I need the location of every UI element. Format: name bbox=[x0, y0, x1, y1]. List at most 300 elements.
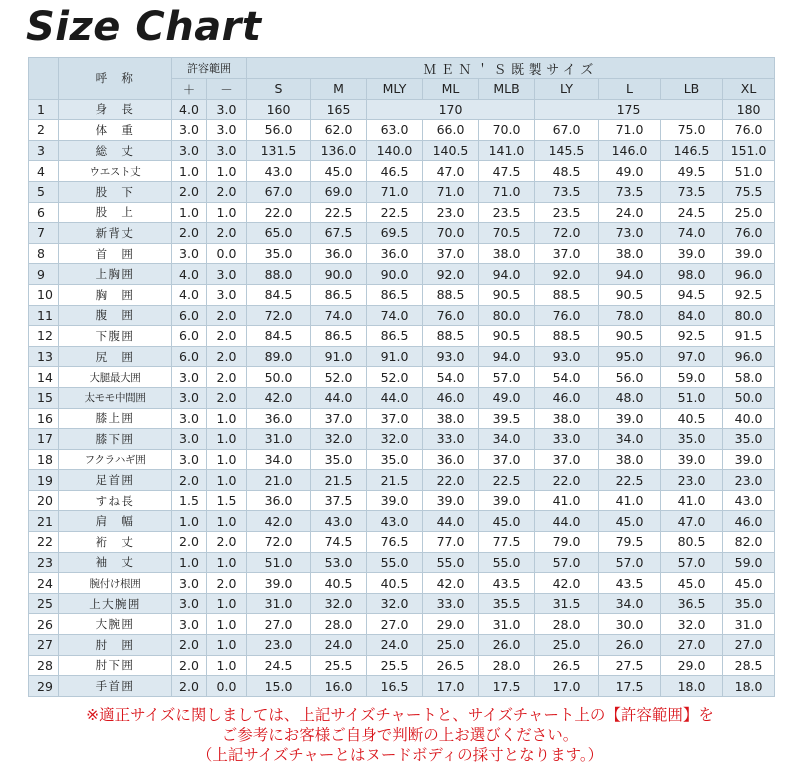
value-cell: 70.0 bbox=[423, 223, 479, 244]
value-cell: 90.5 bbox=[599, 284, 661, 305]
value-cell: 17.0 bbox=[423, 676, 479, 697]
value-cell: 45.0 bbox=[479, 511, 535, 532]
value-cell: 92.5 bbox=[661, 326, 723, 347]
value-cell: 40.5 bbox=[661, 408, 723, 429]
table-row bbox=[29, 223, 775, 244]
value-cell: 28.0 bbox=[311, 614, 367, 635]
value-cell: 78.0 bbox=[599, 305, 661, 326]
value-cell: 48.5 bbox=[535, 161, 599, 182]
row-item-label: 胸 囲 bbox=[59, 284, 172, 305]
header-size-mlb: MLB bbox=[479, 79, 535, 100]
value-cell: 46.5 bbox=[367, 161, 423, 182]
value-cell: 22.0 bbox=[423, 470, 479, 491]
value-cell: 70.0 bbox=[479, 120, 535, 141]
table-row bbox=[29, 490, 775, 511]
row-number: 1 bbox=[29, 99, 59, 120]
row-number: 25 bbox=[29, 593, 59, 614]
row-number: 21 bbox=[29, 511, 59, 532]
header-size-l: L bbox=[599, 79, 661, 100]
row-number: 12 bbox=[29, 326, 59, 347]
value-cell: 59.0 bbox=[723, 552, 775, 573]
header-size-m: M bbox=[311, 79, 367, 100]
row-allowance-plus: 3.0 bbox=[172, 593, 207, 614]
row-allowance-minus: 2.0 bbox=[207, 532, 247, 553]
value-cell: 35.0 bbox=[723, 429, 775, 450]
value-cell: 29.0 bbox=[423, 614, 479, 635]
table-row bbox=[29, 408, 775, 429]
value-cell: 76.0 bbox=[535, 305, 599, 326]
row-number: 3 bbox=[29, 140, 59, 161]
row-allowance-plus: 4.0 bbox=[172, 99, 207, 120]
row-allowance-minus: 3.0 bbox=[207, 140, 247, 161]
value-cell: 43.0 bbox=[247, 161, 311, 182]
value-cell: 31.0 bbox=[723, 614, 775, 635]
value-cell: 34.0 bbox=[479, 429, 535, 450]
value-cell: 79.5 bbox=[599, 532, 661, 553]
table-row bbox=[29, 614, 775, 635]
value-cell: 37.0 bbox=[535, 449, 599, 470]
value-cell: 77.0 bbox=[423, 532, 479, 553]
value-cell: 25.5 bbox=[367, 655, 423, 676]
value-cell: 32.0 bbox=[367, 429, 423, 450]
value-cell: 32.0 bbox=[661, 614, 723, 635]
value-cell: 96.0 bbox=[723, 264, 775, 285]
value-cell: 94.0 bbox=[479, 346, 535, 367]
value-cell: 62.0 bbox=[311, 120, 367, 141]
value-cell: 34.0 bbox=[599, 429, 661, 450]
value-cell: 35.0 bbox=[311, 449, 367, 470]
value-cell: 36.0 bbox=[367, 243, 423, 264]
value-cell: 59.0 bbox=[661, 367, 723, 388]
value-cell: 90.0 bbox=[311, 264, 367, 285]
value-cell: 44.0 bbox=[535, 511, 599, 532]
value-cell: 74.0 bbox=[311, 305, 367, 326]
value-cell: 40.5 bbox=[311, 573, 367, 594]
value-cell: 58.0 bbox=[723, 367, 775, 388]
value-cell: 80.0 bbox=[723, 305, 775, 326]
value-cell: 33.0 bbox=[535, 429, 599, 450]
row-allowance-minus: 1.0 bbox=[207, 655, 247, 676]
row-allowance-plus: 1.0 bbox=[172, 511, 207, 532]
row-allowance-plus: 4.0 bbox=[172, 284, 207, 305]
value-cell: 54.0 bbox=[535, 367, 599, 388]
row-item-label: 上胸囲 bbox=[59, 264, 172, 285]
row-item-label: 尻 囲 bbox=[59, 346, 172, 367]
value-cell: 91.0 bbox=[367, 346, 423, 367]
value-cell: 88.5 bbox=[535, 284, 599, 305]
value-cell: 82.0 bbox=[723, 532, 775, 553]
value-cell: 38.0 bbox=[599, 243, 661, 264]
row-allowance-minus: 3.0 bbox=[207, 284, 247, 305]
row-item-label: 大腕囲 bbox=[59, 614, 172, 635]
value-cell: 84.0 bbox=[661, 305, 723, 326]
value-cell: 24.0 bbox=[367, 635, 423, 656]
value-cell: 33.0 bbox=[423, 429, 479, 450]
value-cell: 93.0 bbox=[535, 346, 599, 367]
row-allowance-plus: 2.0 bbox=[172, 181, 207, 202]
header-mens-label: ＭＥＮ＇Ｓ既製サイズ bbox=[247, 58, 775, 79]
value-cell: 73.0 bbox=[599, 223, 661, 244]
row-allowance-minus: 1.0 bbox=[207, 511, 247, 532]
row-allowance-plus: 3.0 bbox=[172, 573, 207, 594]
value-cell: 33.0 bbox=[423, 593, 479, 614]
row-allowance-minus: 1.0 bbox=[207, 408, 247, 429]
row-number: 15 bbox=[29, 387, 59, 408]
note-line-3: （上記サイズチャーとはヌードボディの採寸となります。） bbox=[196, 746, 604, 764]
table-row bbox=[29, 326, 775, 347]
value-cell: 46.0 bbox=[723, 511, 775, 532]
value-cell: 44.0 bbox=[367, 387, 423, 408]
header-item-label: 呼 称 bbox=[59, 58, 172, 100]
value-cell: 24.5 bbox=[661, 202, 723, 223]
value-cell: 86.5 bbox=[311, 326, 367, 347]
value-cell: 36.0 bbox=[311, 243, 367, 264]
value-cell: 76.0 bbox=[723, 223, 775, 244]
value-cell: 69.5 bbox=[367, 223, 423, 244]
value-cell: 77.5 bbox=[479, 532, 535, 553]
value-cell: 23.5 bbox=[535, 202, 599, 223]
value-cell: 26.0 bbox=[479, 635, 535, 656]
row-item-label: 首 囲 bbox=[59, 243, 172, 264]
row-allowance-minus: 0.0 bbox=[207, 676, 247, 697]
value-cell: 94.5 bbox=[661, 284, 723, 305]
value-cell: 170 bbox=[367, 99, 535, 120]
table-row bbox=[29, 573, 775, 594]
row-number: 2 bbox=[29, 120, 59, 141]
value-cell: 38.0 bbox=[479, 243, 535, 264]
value-cell: 94.0 bbox=[479, 264, 535, 285]
value-cell: 32.0 bbox=[311, 593, 367, 614]
value-cell: 42.0 bbox=[247, 511, 311, 532]
value-cell: 35.0 bbox=[247, 243, 311, 264]
value-cell: 151.0 bbox=[723, 140, 775, 161]
value-cell: 52.0 bbox=[311, 367, 367, 388]
value-cell: 42.0 bbox=[247, 387, 311, 408]
value-cell: 37.0 bbox=[535, 243, 599, 264]
header-size-ml: ML bbox=[423, 79, 479, 100]
value-cell: 72.0 bbox=[247, 305, 311, 326]
row-item-label: 股 上 bbox=[59, 202, 172, 223]
table-row bbox=[29, 676, 775, 697]
value-cell: 41.0 bbox=[535, 490, 599, 511]
table-row bbox=[29, 264, 775, 285]
value-cell: 16.5 bbox=[367, 676, 423, 697]
row-item-label: 下腹囲 bbox=[59, 326, 172, 347]
row-number: 26 bbox=[29, 614, 59, 635]
value-cell: 72.0 bbox=[535, 223, 599, 244]
row-allowance-minus: 1.0 bbox=[207, 161, 247, 182]
row-allowance-minus: 2.0 bbox=[207, 387, 247, 408]
row-item-label: 腹 囲 bbox=[59, 305, 172, 326]
row-number: 27 bbox=[29, 635, 59, 656]
value-cell: 23.0 bbox=[661, 470, 723, 491]
value-cell: 145.5 bbox=[535, 140, 599, 161]
value-cell: 76.0 bbox=[723, 120, 775, 141]
row-item-label: 体 重 bbox=[59, 120, 172, 141]
value-cell: 51.0 bbox=[661, 387, 723, 408]
row-item-label: フクラハギ囲 bbox=[59, 449, 172, 470]
value-cell: 29.0 bbox=[661, 655, 723, 676]
value-cell: 31.0 bbox=[479, 614, 535, 635]
table-row bbox=[29, 140, 775, 161]
row-allowance-minus: 1.0 bbox=[207, 593, 247, 614]
row-allowance-minus: 2.0 bbox=[207, 305, 247, 326]
value-cell: 90.5 bbox=[479, 284, 535, 305]
value-cell: 50.0 bbox=[247, 367, 311, 388]
value-cell: 45.0 bbox=[311, 161, 367, 182]
value-cell: 28.0 bbox=[535, 614, 599, 635]
row-number: 22 bbox=[29, 532, 59, 553]
value-cell: 70.5 bbox=[479, 223, 535, 244]
value-cell: 175 bbox=[535, 99, 723, 120]
value-cell: 74.0 bbox=[367, 305, 423, 326]
value-cell: 39.0 bbox=[479, 490, 535, 511]
row-allowance-minus: 2.0 bbox=[207, 573, 247, 594]
value-cell: 37.5 bbox=[311, 490, 367, 511]
row-allowance-plus: 2.0 bbox=[172, 655, 207, 676]
value-cell: 45.0 bbox=[661, 573, 723, 594]
value-cell: 88.5 bbox=[423, 326, 479, 347]
value-cell: 69.0 bbox=[311, 181, 367, 202]
row-number: 19 bbox=[29, 470, 59, 491]
value-cell: 67.0 bbox=[535, 120, 599, 141]
value-cell: 90.0 bbox=[367, 264, 423, 285]
row-number: 8 bbox=[29, 243, 59, 264]
value-cell: 36.0 bbox=[423, 449, 479, 470]
table-row bbox=[29, 552, 775, 573]
row-allowance-minus: 2.0 bbox=[207, 223, 247, 244]
row-item-label: 腕付け根囲 bbox=[59, 573, 172, 594]
value-cell: 90.5 bbox=[479, 326, 535, 347]
value-cell: 84.5 bbox=[247, 284, 311, 305]
value-cell: 72.0 bbox=[247, 532, 311, 553]
value-cell: 51.0 bbox=[723, 161, 775, 182]
table-row bbox=[29, 243, 775, 264]
row-allowance-plus: 4.0 bbox=[172, 264, 207, 285]
row-number: 4 bbox=[29, 161, 59, 182]
value-cell: 40.0 bbox=[723, 408, 775, 429]
row-number: 13 bbox=[29, 346, 59, 367]
value-cell: 66.0 bbox=[423, 120, 479, 141]
value-cell: 131.5 bbox=[247, 140, 311, 161]
value-cell: 39.0 bbox=[661, 449, 723, 470]
value-cell: 35.0 bbox=[367, 449, 423, 470]
note-line-1: ※適正サイズに関しましては、上記サイズチャートと、サイズチャート上の【許容範囲】を bbox=[86, 706, 714, 724]
value-cell: 36.5 bbox=[661, 593, 723, 614]
value-cell: 80.0 bbox=[479, 305, 535, 326]
row-number: 18 bbox=[29, 449, 59, 470]
row-item-label: 膝下囲 bbox=[59, 429, 172, 450]
value-cell: 22.0 bbox=[247, 202, 311, 223]
value-cell: 136.0 bbox=[311, 140, 367, 161]
row-item-label: 裄 丈 bbox=[59, 532, 172, 553]
value-cell: 44.0 bbox=[423, 511, 479, 532]
value-cell: 88.5 bbox=[423, 284, 479, 305]
value-cell: 39.0 bbox=[599, 408, 661, 429]
value-cell: 21.5 bbox=[311, 470, 367, 491]
value-cell: 90.5 bbox=[599, 326, 661, 347]
value-cell: 15.0 bbox=[247, 676, 311, 697]
value-cell: 47.0 bbox=[423, 161, 479, 182]
row-allowance-plus: 3.0 bbox=[172, 387, 207, 408]
value-cell: 71.0 bbox=[423, 181, 479, 202]
value-cell: 92.0 bbox=[423, 264, 479, 285]
value-cell: 55.0 bbox=[423, 552, 479, 573]
row-item-label: すね長 bbox=[59, 490, 172, 511]
row-item-label: 身 長 bbox=[59, 99, 172, 120]
value-cell: 27.5 bbox=[599, 655, 661, 676]
value-cell: 49.5 bbox=[661, 161, 723, 182]
table-row bbox=[29, 181, 775, 202]
row-item-label: 太モモ中間囲 bbox=[59, 387, 172, 408]
value-cell: 140.5 bbox=[423, 140, 479, 161]
value-cell: 24.0 bbox=[599, 202, 661, 223]
row-allowance-plus: 3.0 bbox=[172, 408, 207, 429]
row-allowance-plus: 3.0 bbox=[172, 449, 207, 470]
row-allowance-plus: 1.0 bbox=[172, 161, 207, 182]
value-cell: 27.0 bbox=[661, 635, 723, 656]
row-item-label: 大腿最大囲 bbox=[59, 367, 172, 388]
value-cell: 32.0 bbox=[367, 593, 423, 614]
value-cell: 47.5 bbox=[479, 161, 535, 182]
row-item-label: 股 下 bbox=[59, 181, 172, 202]
value-cell: 74.5 bbox=[311, 532, 367, 553]
value-cell: 37.0 bbox=[423, 243, 479, 264]
row-item-label: 足首囲 bbox=[59, 470, 172, 491]
value-cell: 160 bbox=[247, 99, 311, 120]
value-cell: 98.0 bbox=[661, 264, 723, 285]
value-cell: 94.0 bbox=[599, 264, 661, 285]
value-cell: 141.0 bbox=[479, 140, 535, 161]
row-allowance-minus: 1.0 bbox=[207, 552, 247, 573]
value-cell: 39.0 bbox=[723, 449, 775, 470]
table-row bbox=[29, 449, 775, 470]
value-cell: 140.0 bbox=[367, 140, 423, 161]
value-cell: 17.5 bbox=[479, 676, 535, 697]
value-cell: 46.0 bbox=[423, 387, 479, 408]
value-cell: 52.0 bbox=[367, 367, 423, 388]
value-cell: 56.0 bbox=[247, 120, 311, 141]
value-cell: 80.5 bbox=[661, 532, 723, 553]
value-cell: 50.0 bbox=[723, 387, 775, 408]
value-cell: 26.5 bbox=[423, 655, 479, 676]
value-cell: 21.5 bbox=[367, 470, 423, 491]
value-cell: 45.0 bbox=[723, 573, 775, 594]
row-allowance-plus: 3.0 bbox=[172, 120, 207, 141]
row-allowance-plus: 6.0 bbox=[172, 326, 207, 347]
row-allowance-minus: 2.0 bbox=[207, 181, 247, 202]
row-allowance-plus: 2.0 bbox=[172, 532, 207, 553]
table-row bbox=[29, 305, 775, 326]
value-cell: 71.0 bbox=[479, 181, 535, 202]
value-cell: 55.0 bbox=[479, 552, 535, 573]
value-cell: 165 bbox=[311, 99, 367, 120]
value-cell: 17.5 bbox=[599, 676, 661, 697]
value-cell: 73.5 bbox=[661, 181, 723, 202]
table-row bbox=[29, 635, 775, 656]
value-cell: 17.0 bbox=[535, 676, 599, 697]
value-cell: 36.0 bbox=[247, 490, 311, 511]
row-item-label: ウエスト丈 bbox=[59, 161, 172, 182]
row-number: 20 bbox=[29, 490, 59, 511]
row-number: 29 bbox=[29, 676, 59, 697]
value-cell: 43.0 bbox=[367, 511, 423, 532]
value-cell: 35.5 bbox=[479, 593, 535, 614]
value-cell: 73.5 bbox=[535, 181, 599, 202]
value-cell: 41.0 bbox=[661, 490, 723, 511]
value-cell: 67.5 bbox=[311, 223, 367, 244]
table-row bbox=[29, 99, 775, 120]
row-number: 5 bbox=[29, 181, 59, 202]
value-cell: 25.0 bbox=[423, 635, 479, 656]
value-cell: 18.0 bbox=[661, 676, 723, 697]
row-number: 6 bbox=[29, 202, 59, 223]
value-cell: 18.0 bbox=[723, 676, 775, 697]
value-cell: 37.0 bbox=[311, 408, 367, 429]
row-allowance-plus: 3.0 bbox=[172, 614, 207, 635]
value-cell: 44.0 bbox=[311, 387, 367, 408]
value-cell: 34.0 bbox=[247, 449, 311, 470]
row-item-label: 膝上囲 bbox=[59, 408, 172, 429]
value-cell: 146.5 bbox=[661, 140, 723, 161]
row-number: 16 bbox=[29, 408, 59, 429]
row-allowance-plus: 3.0 bbox=[172, 243, 207, 264]
row-allowance-minus: 0.0 bbox=[207, 243, 247, 264]
value-cell: 25.0 bbox=[535, 635, 599, 656]
row-allowance-plus: 1.0 bbox=[172, 202, 207, 223]
table-row bbox=[29, 470, 775, 491]
value-cell: 22.5 bbox=[311, 202, 367, 223]
value-cell: 97.0 bbox=[661, 346, 723, 367]
row-allowance-plus: 6.0 bbox=[172, 305, 207, 326]
row-item-label: 総 丈 bbox=[59, 140, 172, 161]
value-cell: 92.5 bbox=[723, 284, 775, 305]
value-cell: 86.5 bbox=[311, 284, 367, 305]
row-item-label: 肘 囲 bbox=[59, 635, 172, 656]
value-cell: 27.0 bbox=[723, 635, 775, 656]
value-cell: 37.0 bbox=[367, 408, 423, 429]
row-number: 24 bbox=[29, 573, 59, 594]
value-cell: 91.5 bbox=[723, 326, 775, 347]
value-cell: 55.0 bbox=[367, 552, 423, 573]
value-cell: 48.0 bbox=[599, 387, 661, 408]
value-cell: 39.0 bbox=[423, 490, 479, 511]
value-cell: 41.0 bbox=[599, 490, 661, 511]
value-cell: 46.0 bbox=[535, 387, 599, 408]
row-allowance-minus: 3.0 bbox=[207, 264, 247, 285]
value-cell: 37.0 bbox=[479, 449, 535, 470]
value-cell: 31.0 bbox=[247, 429, 311, 450]
value-cell: 71.0 bbox=[599, 120, 661, 141]
value-cell: 23.0 bbox=[723, 470, 775, 491]
value-cell: 92.0 bbox=[535, 264, 599, 285]
row-allowance-minus: 1.0 bbox=[207, 470, 247, 491]
header-plus: ＋ bbox=[172, 79, 207, 100]
table-row bbox=[29, 429, 775, 450]
value-cell: 49.0 bbox=[599, 161, 661, 182]
value-cell: 16.0 bbox=[311, 676, 367, 697]
header-size-xl: XL bbox=[723, 79, 775, 100]
value-cell: 74.0 bbox=[661, 223, 723, 244]
table-row bbox=[29, 367, 775, 388]
value-cell: 24.5 bbox=[247, 655, 311, 676]
value-cell: 36.0 bbox=[247, 408, 311, 429]
row-allowance-minus: 2.0 bbox=[207, 367, 247, 388]
value-cell: 39.0 bbox=[367, 490, 423, 511]
row-allowance-minus: 1.0 bbox=[207, 449, 247, 470]
value-cell: 26.0 bbox=[599, 635, 661, 656]
value-cell: 76.0 bbox=[423, 305, 479, 326]
